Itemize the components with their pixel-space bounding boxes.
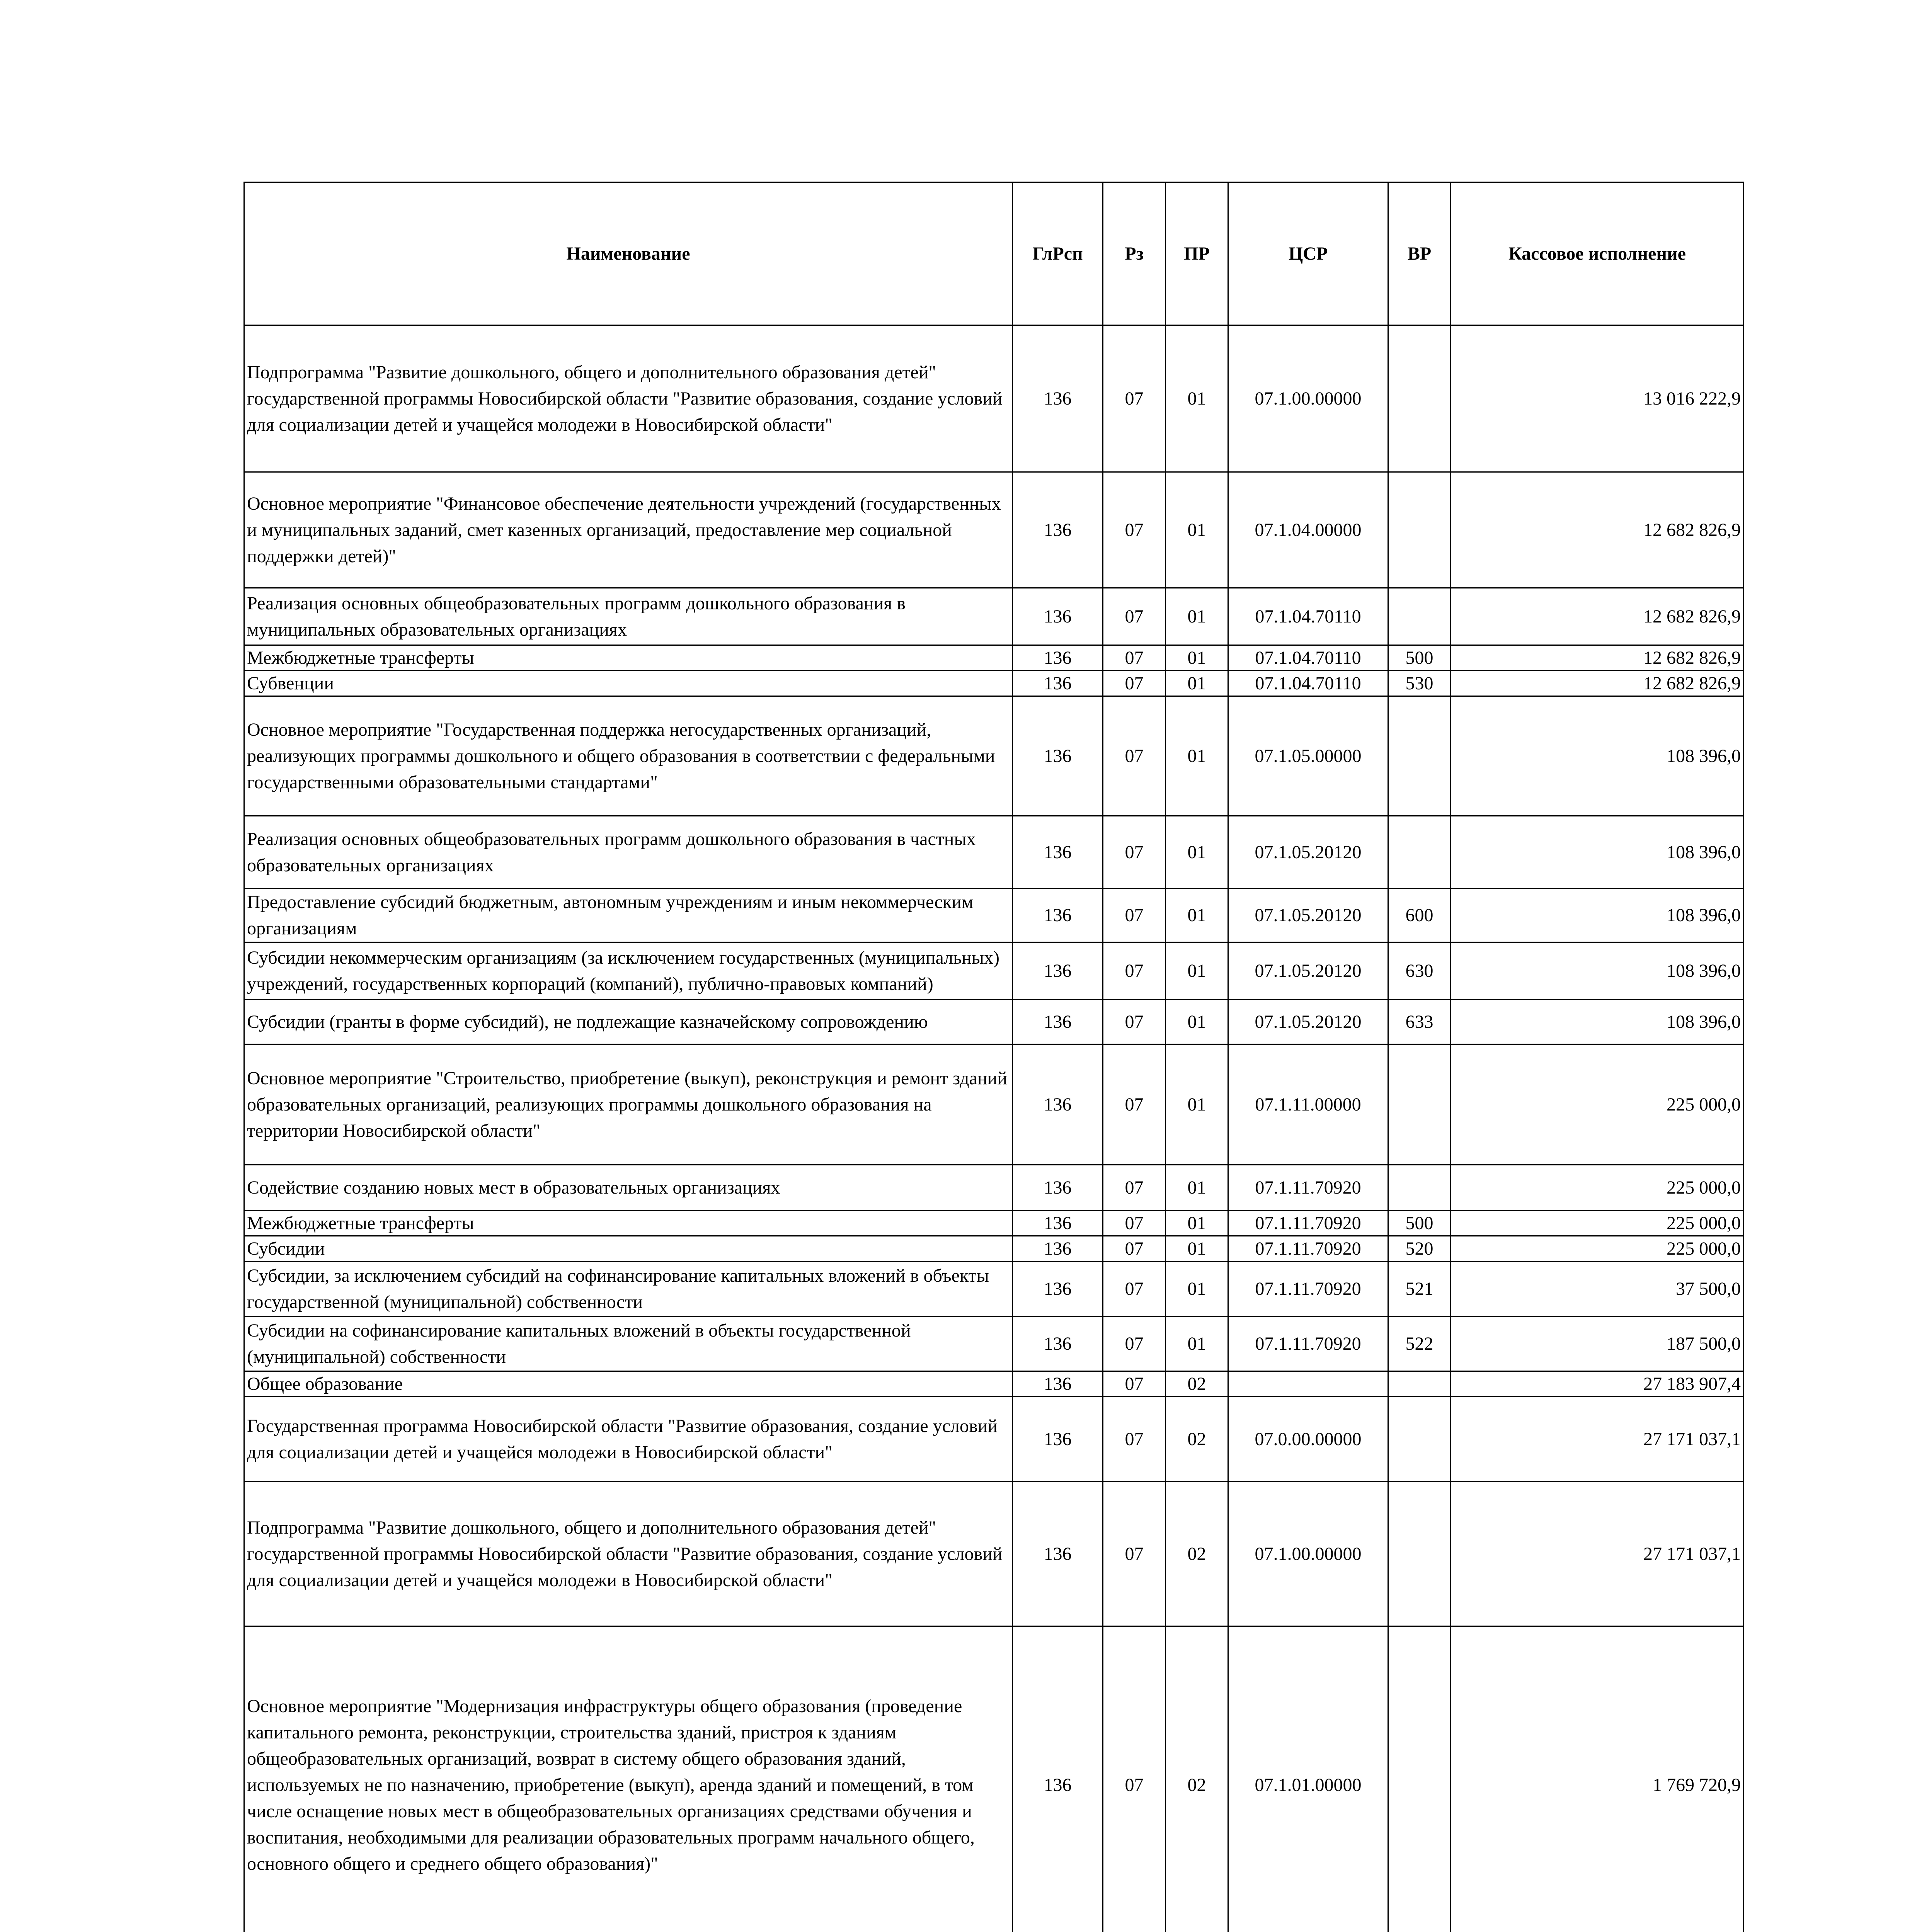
cell-name: Субсидии [244, 1236, 1013, 1262]
cell-pr: 01 [1166, 942, 1228, 1000]
cell-amount: 13 016 222,9 [1451, 325, 1744, 472]
cell-pr: 01 [1166, 472, 1228, 588]
cell-vr: 522 [1388, 1316, 1451, 1371]
cell-pr: 01 [1166, 645, 1228, 671]
cell-vr: 500 [1388, 1211, 1451, 1236]
header-rz: Рз [1103, 182, 1166, 325]
table-row [244, 1236, 1744, 1262]
cell-amount: 225 000,0 [1451, 1236, 1744, 1262]
cell-csr: 07.1.00.00000 [1228, 325, 1388, 472]
cell-amount: 225 000,0 [1451, 1211, 1744, 1236]
cell-vr [1388, 1371, 1451, 1397]
table-row [244, 1371, 1744, 1397]
cell-rz: 07 [1103, 1211, 1166, 1236]
table-row [244, 1316, 1744, 1371]
cell-csr: 07.1.05.20120 [1228, 889, 1388, 942]
cell-name: Субсидии некоммерческим организациям (за исключением государственных (муниципальных) учреждений, государственных корпораций (компаний), публично-правовых компаний) [244, 942, 1013, 1000]
cell-csr: 07.1.04.00000 [1228, 472, 1388, 588]
cell-rz: 07 [1103, 588, 1166, 645]
cell-vr [1388, 816, 1451, 889]
cell-pr: 01 [1166, 1211, 1228, 1236]
cell-amount: 225 000,0 [1451, 1044, 1744, 1165]
cell-rz: 07 [1103, 942, 1166, 1000]
table-row [244, 1262, 1744, 1316]
cell-amount: 37 500,0 [1451, 1262, 1744, 1316]
cell-pr: 01 [1166, 816, 1228, 889]
header-amount: Кассовое исполнение [1451, 182, 1744, 325]
cell-pr: 01 [1166, 696, 1228, 816]
cell-glrsp: 136 [1013, 1626, 1103, 1932]
cell-rz: 07 [1103, 816, 1166, 889]
cell-vr: 633 [1388, 1000, 1451, 1044]
cell-amount: 12 682 826,9 [1451, 645, 1744, 671]
cell-amount: 12 682 826,9 [1451, 472, 1744, 588]
table-row [244, 1626, 1744, 1932]
cell-name: Субсидии, за исключением субсидий на софинансирование капитальных вложений в объекты государственной (муниципальной) собственности [244, 1262, 1013, 1316]
cell-pr: 01 [1166, 588, 1228, 645]
cell-csr: 07.1.04.70110 [1228, 588, 1388, 645]
cell-glrsp: 136 [1013, 588, 1103, 645]
cell-vr [1388, 1626, 1451, 1932]
cell-glrsp: 136 [1013, 325, 1103, 472]
cell-vr: 630 [1388, 942, 1451, 1000]
cell-rz: 07 [1103, 645, 1166, 671]
cell-glrsp: 136 [1013, 696, 1103, 816]
cell-name: Основное мероприятие "Строительство, приобретение (выкуп), реконструкция и ремонт зданий образовательных организаций, реализующих программы дошкольного образования на территории Новосибирской области" [244, 1044, 1013, 1165]
cell-rz: 07 [1103, 1397, 1166, 1482]
cell-pr: 01 [1166, 1262, 1228, 1316]
cell-glrsp: 136 [1013, 472, 1103, 588]
cell-amount: 12 682 826,9 [1451, 671, 1744, 696]
cell-glrsp: 136 [1013, 1236, 1103, 1262]
cell-pr: 02 [1166, 1371, 1228, 1397]
cell-pr: 01 [1166, 325, 1228, 472]
cell-csr: 07.1.11.70920 [1228, 1262, 1388, 1316]
cell-pr: 01 [1166, 1044, 1228, 1165]
cell-rz: 07 [1103, 1044, 1166, 1165]
cell-name: Субвенции [244, 671, 1013, 696]
cell-amount: 108 396,0 [1451, 889, 1744, 942]
cell-pr: 02 [1166, 1397, 1228, 1482]
cell-vr [1388, 1482, 1451, 1626]
cell-csr: 07.1.05.00000 [1228, 696, 1388, 816]
cell-vr [1388, 325, 1451, 472]
cell-glrsp: 136 [1013, 889, 1103, 942]
cell-name: Субсидии на софинансирование капитальных вложений в объекты государственной (муниципальной) собственности [244, 1316, 1013, 1371]
cell-glrsp: 136 [1013, 1482, 1103, 1626]
cell-rz: 07 [1103, 889, 1166, 942]
cell-glrsp: 136 [1013, 1165, 1103, 1211]
cell-amount: 108 396,0 [1451, 816, 1744, 889]
cell-csr: 07.1.05.20120 [1228, 1000, 1388, 1044]
cell-csr: 07.1.00.00000 [1228, 1482, 1388, 1626]
cell-vr [1388, 1397, 1451, 1482]
cell-vr [1388, 1044, 1451, 1165]
cell-amount: 12 682 826,9 [1451, 588, 1744, 645]
table-row [244, 671, 1744, 696]
table-row [244, 325, 1744, 472]
table-row [244, 1000, 1744, 1044]
cell-name: Подпрограмма "Развитие дошкольного, общего и дополнительного образования детей" государственной программы Новосибирской области "Развитие образования, создание условий для социализации детей и учащейся молодежи в Новосибирской области" [244, 1482, 1013, 1626]
cell-csr: 07.0.00.00000 [1228, 1397, 1388, 1482]
header-name: Наименование [244, 182, 1013, 325]
cell-pr: 01 [1166, 1316, 1228, 1371]
cell-amount: 27 171 037,1 [1451, 1482, 1744, 1626]
cell-pr: 01 [1166, 1000, 1228, 1044]
cell-glrsp: 136 [1013, 1000, 1103, 1044]
cell-rz: 07 [1103, 1262, 1166, 1316]
cell-csr: 07.1.11.70920 [1228, 1236, 1388, 1262]
cell-rz: 07 [1103, 1000, 1166, 1044]
cell-csr: 07.1.11.00000 [1228, 1044, 1388, 1165]
table-row [244, 816, 1744, 889]
cell-name: Государственная программа Новосибирской области "Развитие образования, создание условий для социализации детей и учащейся молодежи в Новосибирской области" [244, 1397, 1013, 1482]
cell-name: Основное мероприятие "Модернизация инфраструктуры общего образования (проведение капитального ремонта, реконструкции, строительства зданий, пристроя к зданиям общеобразовательных организаций, возврат в систему общего образования зданий, используемых не по назначению, приобретение (выкуп), аренда зданий и помещений, в том числе оснащение новых мест в общеобразовательных организациях средствами обучения и воспитания, необходимыми для реализации образовательных программ начального общего, основного общего и среднего общего образования)" [244, 1626, 1013, 1932]
table-row [244, 645, 1744, 671]
cell-name: Реализация основных общеобразовательных программ дошкольного образования в частных образовательных организациях [244, 816, 1013, 889]
cell-glrsp: 136 [1013, 1316, 1103, 1371]
cell-vr [1388, 696, 1451, 816]
cell-rz: 07 [1103, 1236, 1166, 1262]
cell-rz: 07 [1103, 1371, 1166, 1397]
cell-rz: 07 [1103, 1482, 1166, 1626]
cell-name: Основное мероприятие "Финансовое обеспечение деятельности учреждений (государственных и муниципальных заданий, смет казенных организаций, предоставление мер социальной поддержки детей)" [244, 472, 1013, 588]
cell-glrsp: 136 [1013, 816, 1103, 889]
cell-vr: 600 [1388, 889, 1451, 942]
cell-csr: 07.1.01.00000 [1228, 1626, 1388, 1932]
cell-name: Предоставление субсидий бюджетным, автономным учреждениям и иным некоммерческим организациям [244, 889, 1013, 942]
cell-name: Основное мероприятие "Государственная поддержка негосударственных организаций, реализующих программы дошкольного и общего образования в соответствии с федеральными государственными образовательными стандартами" [244, 696, 1013, 816]
cell-pr: 01 [1166, 671, 1228, 696]
cell-rz: 07 [1103, 325, 1166, 472]
cell-vr [1388, 588, 1451, 645]
cell-rz: 07 [1103, 1165, 1166, 1211]
table-header-row [244, 182, 1744, 325]
table-row [244, 942, 1744, 1000]
table-row [244, 472, 1744, 588]
cell-name: Общее образование [244, 1371, 1013, 1397]
header-csr: ЦСР [1228, 182, 1388, 325]
header-glrsp: ГлРсп [1013, 182, 1103, 325]
cell-glrsp: 136 [1013, 645, 1103, 671]
cell-rz: 07 [1103, 671, 1166, 696]
cell-amount: 225 000,0 [1451, 1165, 1744, 1211]
cell-amount: 1 769 720,9 [1451, 1626, 1744, 1932]
cell-pr: 01 [1166, 1165, 1228, 1211]
cell-csr: 07.1.11.70920 [1228, 1211, 1388, 1236]
cell-pr: 02 [1166, 1482, 1228, 1626]
cell-amount: 108 396,0 [1451, 696, 1744, 816]
cell-glrsp: 136 [1013, 1262, 1103, 1316]
cell-name: Подпрограмма "Развитие дошкольного, общего и дополнительного образования детей" государственной программы Новосибирской области "Развитие образования, создание условий для социализации детей и учащейся молодежи в Новосибирской области" [244, 325, 1013, 472]
cell-csr: 07.1.11.70920 [1228, 1165, 1388, 1211]
cell-csr [1228, 1371, 1388, 1397]
cell-glrsp: 136 [1013, 1397, 1103, 1482]
cell-name: Реализация основных общеобразовательных программ дошкольного образования в муниципальных образовательных организациях [244, 588, 1013, 645]
cell-amount: 27 183 907,4 [1451, 1371, 1744, 1397]
cell-pr: 02 [1166, 1626, 1228, 1932]
cell-vr: 530 [1388, 671, 1451, 696]
cell-amount: 27 171 037,1 [1451, 1397, 1744, 1482]
header-vr: ВР [1388, 182, 1451, 325]
cell-vr: 521 [1388, 1262, 1451, 1316]
cell-rz: 07 [1103, 1316, 1166, 1371]
cell-name: Субсидии (гранты в форме субсидий), не подлежащие казначейскому сопровождению [244, 1000, 1013, 1044]
cell-pr: 01 [1166, 1236, 1228, 1262]
cell-amount: 108 396,0 [1451, 942, 1744, 1000]
cell-glrsp: 136 [1013, 671, 1103, 696]
cell-vr [1388, 472, 1451, 588]
table-row [244, 588, 1744, 645]
cell-vr [1388, 1165, 1451, 1211]
cell-pr: 01 [1166, 889, 1228, 942]
cell-csr: 07.1.04.70110 [1228, 671, 1388, 696]
cell-rz: 07 [1103, 472, 1166, 588]
header-pr: ПР [1166, 182, 1228, 325]
table-row [244, 889, 1744, 942]
cell-glrsp: 136 [1013, 942, 1103, 1000]
cell-vr: 500 [1388, 645, 1451, 671]
cell-csr: 07.1.04.70110 [1228, 645, 1388, 671]
table-body [244, 325, 1744, 1932]
cell-glrsp: 136 [1013, 1044, 1103, 1165]
budget-execution-table [243, 182, 1744, 1932]
table-row [244, 1397, 1744, 1482]
cell-name: Межбюджетные трансферты [244, 1211, 1013, 1236]
table-row [244, 1211, 1744, 1236]
cell-csr: 07.1.11.70920 [1228, 1316, 1388, 1371]
cell-glrsp: 136 [1013, 1211, 1103, 1236]
cell-rz: 07 [1103, 696, 1166, 816]
cell-csr: 07.1.05.20120 [1228, 942, 1388, 1000]
table-row [244, 1482, 1744, 1626]
table-row [244, 1165, 1744, 1211]
cell-amount: 108 396,0 [1451, 1000, 1744, 1044]
cell-csr: 07.1.05.20120 [1228, 816, 1388, 889]
cell-name: Межбюджетные трансферты [244, 645, 1013, 671]
cell-rz: 07 [1103, 1626, 1166, 1932]
cell-name: Содействие созданию новых мест в образовательных организациях [244, 1165, 1013, 1211]
cell-amount: 187 500,0 [1451, 1316, 1744, 1371]
table-row [244, 1044, 1744, 1165]
cell-glrsp: 136 [1013, 1371, 1103, 1397]
table-row [244, 696, 1744, 816]
cell-vr: 520 [1388, 1236, 1451, 1262]
